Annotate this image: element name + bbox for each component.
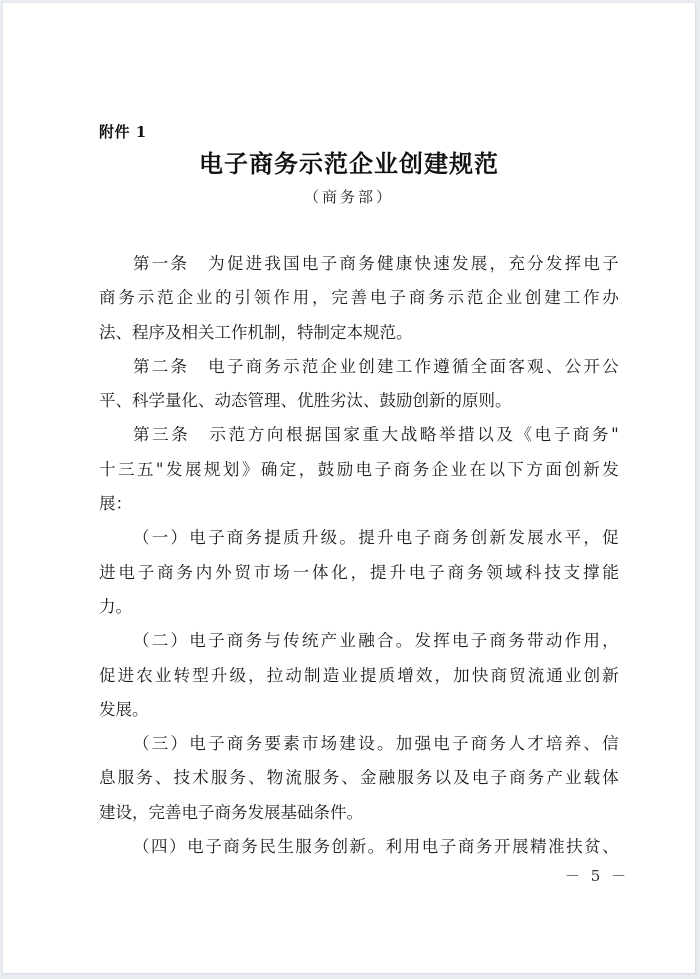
paragraph-line: （ 一 ） 电 子 商 务 提 质 升 级 。 提 升 电 子 商 务 创 新 发 展 水 平 ， 促 [133, 528, 619, 548]
paragraph-line: 进 电 子 商 务 内 外 贸 市 场 一 体 化 ， 提 升 电 子 商 务 领 域 科 技 支 撑 能 [99, 562, 619, 582]
paragraph-line: 第 三 条 示 范 方 向 根 据 国 家 重 大 战 略 举 措 以 及 《 电 子 商 务 " [133, 425, 619, 445]
document-page [3, 3, 696, 974]
paragraph-line: 息 服 务 、 技 术 服 务 、 物 流 服 务 、 金 融 服 务 以 及 电 子 商 务 产 业 载 体 [99, 768, 619, 788]
paragraph-line: 发展。 [99, 699, 149, 719]
paragraph-line: 第 二 条 电 子 商 务 示 范 企 业 创 建 工 作 遵 循 全 面 客 观 、 公 开 公 [133, 356, 619, 376]
paragraph-line: 展： [99, 494, 132, 514]
paragraph-line: 建设，完善电子商务发展基础条件。 [99, 802, 363, 822]
document-title: 电子商务示范企业创建规范 [199, 149, 499, 178]
paragraph-line: 十 三 五 " 发 展 规 划 》 确 定 ， 鼓 励 电 子 商 务 企 业 在 以 下 方 面 创 新 发 [99, 459, 619, 479]
paragraph-line: （ 二 ） 电 子 商 务 与 传 统 产 业 融 合 。 发 挥 电 子 商 务 带 动 作 用 ， [133, 631, 619, 651]
paragraph-line: 促 进 农 业 转 型 升 级 ， 拉 动 制 造 业 提 质 增 效 ， 加 快 商 贸 流 通 业 创 新 [99, 665, 619, 685]
document-body [99, 247, 619, 864]
paragraph-line: 第 一 条 为 促 进 我 国 电 子 商 务 健 康 快 速 发 展 ， 充 分 发 挥 电 子 [133, 254, 619, 273]
paragraph-line: 法、程序及相关工作机制，特制定本规范。 [99, 322, 413, 342]
paragraph-line: 平、科学量化、动态管理、优胜劣汰、鼓励创新的原则。 [99, 391, 512, 411]
paragraph-line: （ 四 ） 电 子 商 务 民 生 服 务 创 新 。 利 用 电 子 商 务 开 展 精 准 扶 贫 、 [133, 837, 619, 857]
document-subtitle: （商务部） [303, 188, 394, 206]
page-number: － 5 － [565, 867, 630, 885]
paragraph-line: 商 务 示 范 企 业 的 引 领 作 用 ， 完 善 电 子 商 务 示 范 企 业 创 建 工 作 办 [99, 288, 619, 308]
attachment-label: 附件 1 [99, 123, 147, 141]
paragraph-line: （ 三 ） 电 子 商 务 要 素 市 场 建 设 。 加 强 电 子 商 务 人 才 培 养 、 信 [133, 734, 619, 754]
paragraph-line: 力。 [99, 596, 132, 616]
